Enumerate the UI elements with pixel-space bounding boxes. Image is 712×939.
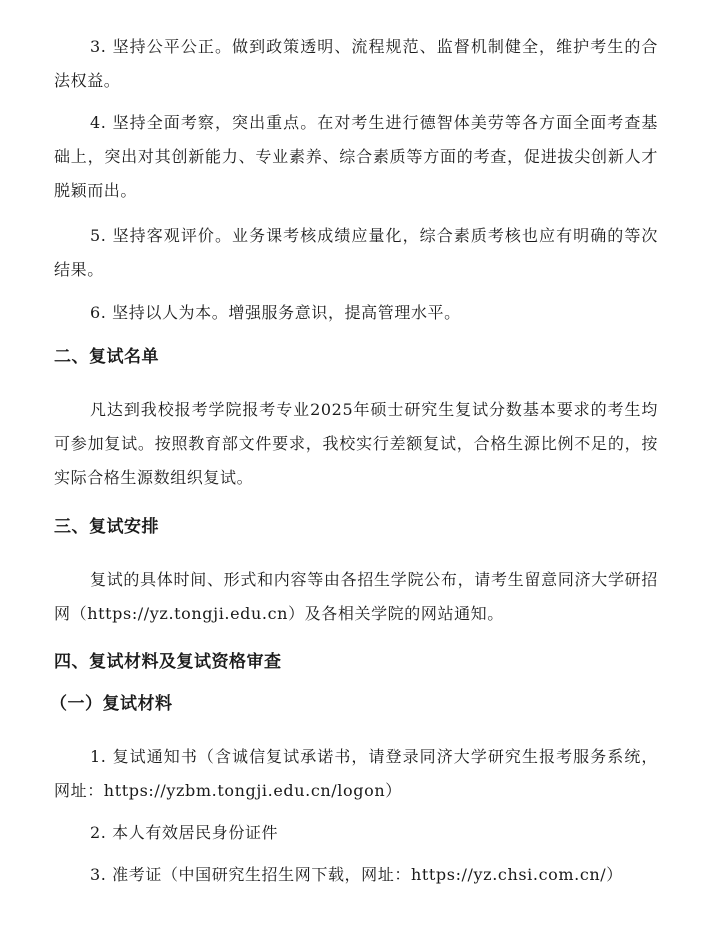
material-item-id-card: 2. 本人有效居民身份证件 bbox=[90, 823, 279, 842]
section-heading-review-arrangement: 三、复试安排 bbox=[54, 517, 159, 537]
section-heading-review-materials: 四、复试材料及复试资格审查 bbox=[54, 652, 282, 672]
paragraph-principle-6: 6. 坚持以人为本。增强服务意识，提高管理水平。 bbox=[90, 303, 461, 322]
paragraph-review-list: 凡达到我校报考学院报考专业2025年硕士研究生复试分数基本要求的考生均可参加复试。按照教育部文件要求，我校实行差额复试，合格生源比例不足的，按实际合格生源数组织复试。 bbox=[54, 400, 658, 487]
paragraph-principle-5: 5. 坚持客观评价。业务课考核成绩应量化，综合素质考核也应有明确的等次结果。 bbox=[54, 226, 658, 279]
material-item-notice: 1. 复试通知书（含诚信复试承诺书，请登录同济大学研究生报考服务系统，网址：https://yzbm.tongji.edu.cn/logon） bbox=[54, 747, 658, 800]
paragraph-principle-3: 3. 坚持公平公正。做到政策透明、流程规范、监督机制健全，维护考生的合法权益。 bbox=[54, 37, 658, 90]
subsection-heading-materials: （一）复试材料 bbox=[50, 694, 173, 714]
material-item-admission-ticket: 3. 准考证（中国研究生招生网下载，网址：https://yz.chsi.com.cn/） bbox=[90, 865, 623, 884]
paragraph-principle-4: 4. 坚持全面考察，突出重点。在对考生进行德智体美劳等各方面全面考查基础上，突出对其创新能力、专业素养、综合素质等方面的考查，促进拔尖创新人才脱颖而出。 bbox=[54, 113, 658, 200]
paragraph-review-arrangement: 复试的具体时间、形式和内容等由各招生学院公布，请考生留意同济大学研招网（https://yz.tongji.edu.cn）及各相关学院的网站通知。 bbox=[54, 570, 658, 623]
section-heading-review-list: 二、复试名单 bbox=[54, 347, 159, 367]
